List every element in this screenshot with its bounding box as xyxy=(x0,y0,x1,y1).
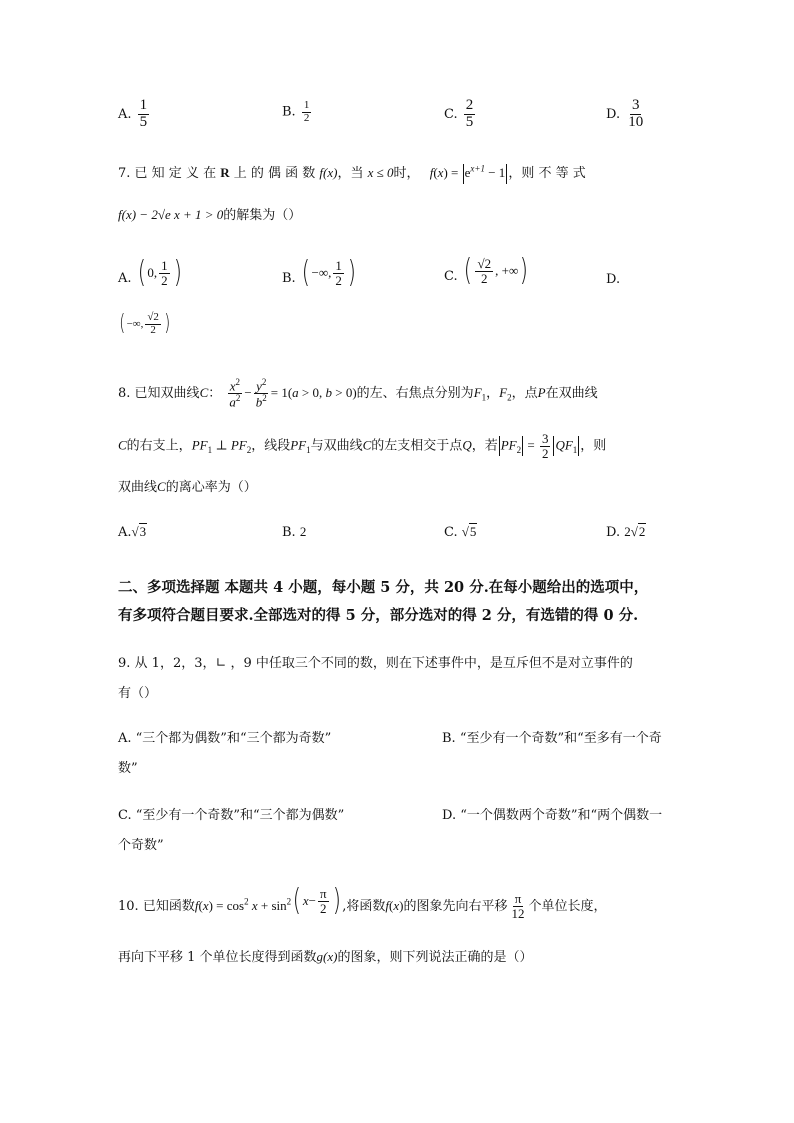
q8-option-b: B. 2 xyxy=(282,524,307,540)
q9-option-b-cont: 数” xyxy=(118,761,138,776)
q9-stem-line1: 9. 从 1，2，3，∟ ，9 中任取三个不同的数，则在下述事件中，是互斥但不是对立事件的 xyxy=(118,656,633,671)
q8-option-a: A.√3 xyxy=(118,524,147,540)
q9-option-c: C. “至少有一个奇数”和“三个都为偶数” xyxy=(118,808,345,823)
section-2-heading-line2: 有多项符合题目要求.全部选对的得 5 分，部分选对的得 2 分，有选错的得 0 分. xyxy=(118,607,639,624)
q6-option-c: C. $\frac{2}{5}$ xyxy=(444,97,474,130)
q8-stem-line1: 8. 已知双曲线C： $\frac{x^2}{a^2}$ − $\frac{y^2}{b^2}$ = 1(a > 0, b > 0)的左、右焦点分别为$F_1$，$F_2$，点P在双曲线 xyxy=(118,377,598,410)
q9-stem-line2: 有（） xyxy=(118,686,158,701)
q9-option-d-cont: 个奇数” xyxy=(118,838,164,853)
q9-option-b: B. “至少有一个奇数”和“至多有一个奇 xyxy=(442,731,662,746)
q7-option-b: B. ( −∞, $\frac{1}{2}$ ) xyxy=(282,255,356,290)
q8-option-c: C. √5 xyxy=(444,524,477,540)
q7-option-d: ( −∞, $\frac{√2}{2}$ ) xyxy=(119,311,171,337)
section-2-heading-line1: 二、多项选择题 本题共 4 小题，每小题 5 分，共 20 分.在每小题给出的选项中， xyxy=(118,579,649,596)
q7-option-a: A. ( 0, $\frac{1}{2}$ ) xyxy=(118,255,182,290)
q7-option-c: C. ( $\frac{√2}{2}$ , +∞ ) xyxy=(444,253,529,288)
q9-option-d: D. “一个偶数两个奇数”和“两个偶数一 xyxy=(442,808,663,823)
q6-option-b: B. $\frac{1}{2}$ xyxy=(282,99,310,124)
q9-option-a: A. “三个都为偶数”和“三个都为奇数” xyxy=(118,731,332,746)
q7-option-d-label: D. xyxy=(606,272,621,287)
q6-option-d: D. $\frac{3}{10}$ xyxy=(606,97,644,130)
q8-stem-line2: C的右支上，$PF_1$ ⊥ $PF_2$，线段$PF_1$与双曲线C的左支相交于点Q，若 $PF_2$ = $\frac{3}{2}$ $QF_1$ ，则 xyxy=(118,431,607,461)
q7-stem-line1: 7. 已 知 定 义 在 R 上 的 偶 函 数 f(x)，当 x ≤ 0时， $f(x) = e^{x+1} - 1$ ，则 不 等 式 xyxy=(118,162,586,184)
q8-stem-line3: 双曲线C的离心率为（） xyxy=(118,479,257,495)
q8-option-d: D. 2√2 xyxy=(606,524,646,540)
q10-stem-line1: 10. 已知函数$f(x) = \cos^2 x + \sin^2$ ( x − $\frac{\pi}{2}$ ) ,将函数f(x)的图象先向右平移 $\frac{\pi}{12}$ 个单位长度， xyxy=(118,883,607,921)
q7-stem-line2: f(x) − 2√e x + 1 > 0的解集为（） xyxy=(118,207,302,223)
q6-option-a: A. $\frac{1}{5}$ xyxy=(118,97,148,130)
q10-stem-line2: 再向下平移 1 个单位长度得到函数g(x)的图象，则下列说法正确的是（） xyxy=(118,949,533,965)
